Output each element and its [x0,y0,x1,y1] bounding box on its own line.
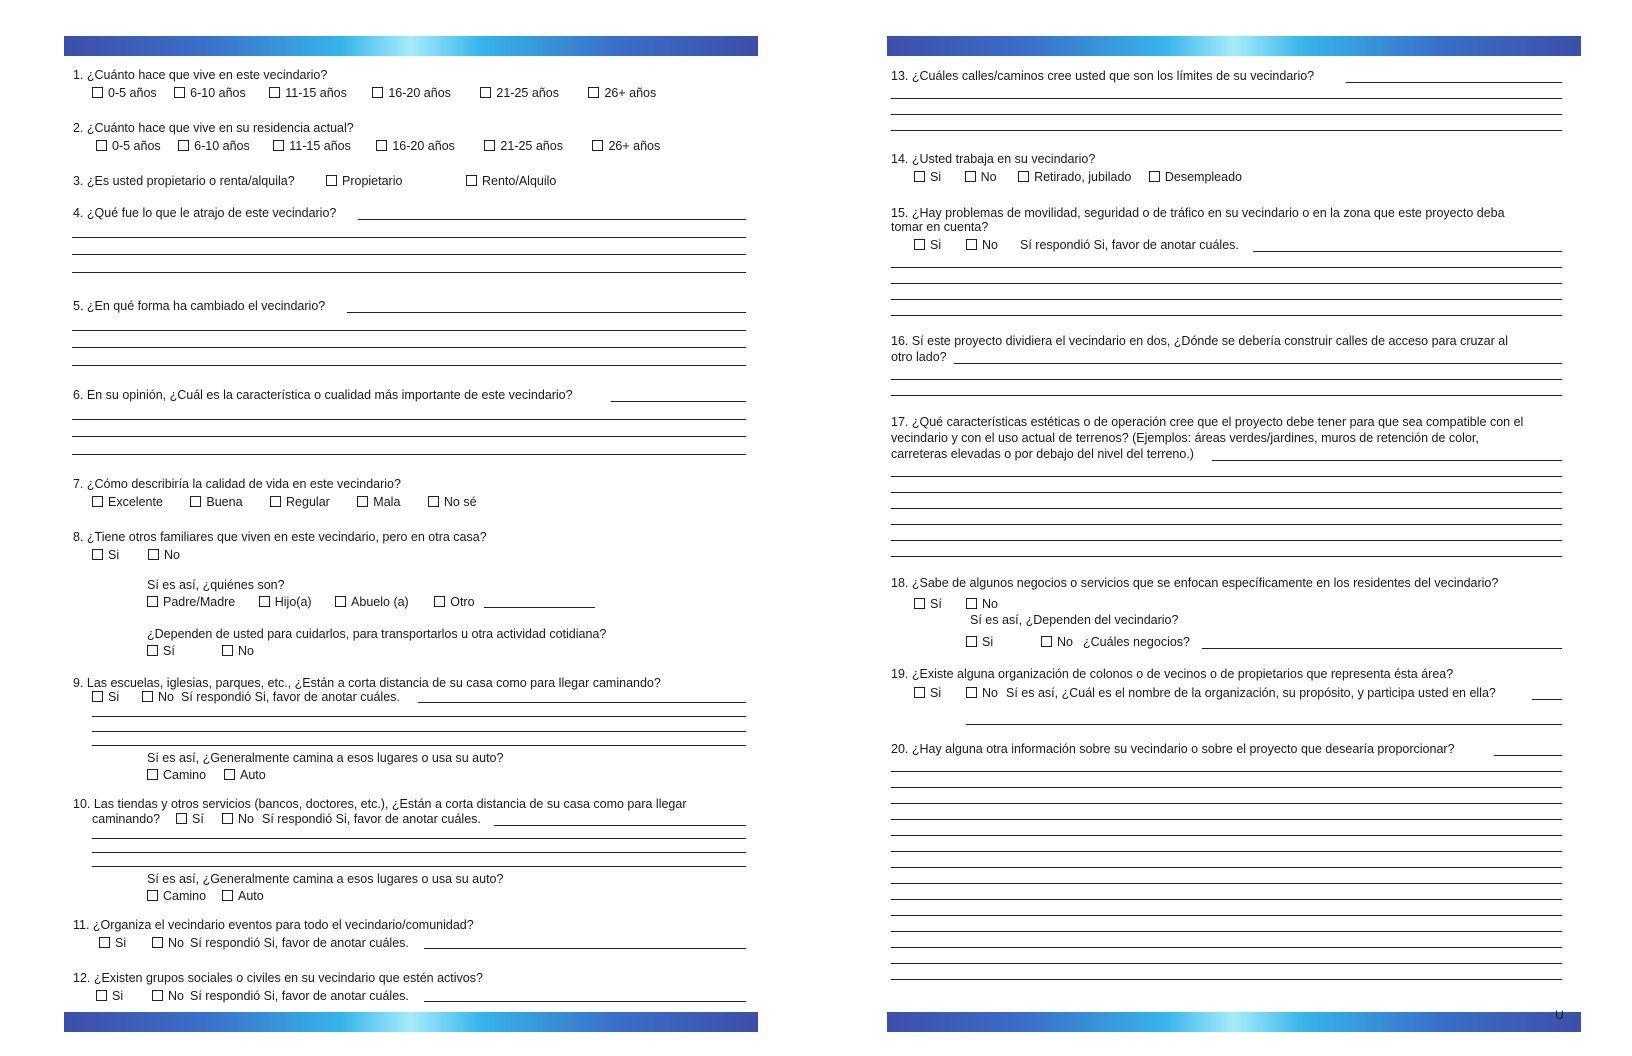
checkbox-icon [273,140,284,151]
q7-option[interactable]: Regular [270,495,330,510]
q18-sub-option[interactable]: No [1041,635,1073,650]
q7-option[interactable]: Excelente [92,495,163,510]
answer-line[interactable] [891,114,1562,115]
question-2: 2. ¿Cuánto hace que vive en su residencia actual? [73,121,354,135]
q1-option[interactable]: 11-15 años [269,86,347,101]
checkbox-icon [484,140,495,151]
q8-sub1-option[interactable]: Otro [434,595,474,610]
question-17-cont-1: vecindario y con el uso actual de terrenos? (Ejemplos: áreas verdes/jardines, muros de retención de color, [891,431,1479,445]
q8-sub1-option[interactable]: Abuelo (a) [335,595,409,610]
q8-sub2-option[interactable]: No [222,644,254,659]
checkbox-icon [965,171,976,182]
footer-band-right [887,1012,1581,1032]
checkbox-icon [96,140,107,151]
answer-line[interactable] [72,419,746,420]
answer-line[interactable] [1253,251,1562,252]
answer-line[interactable] [72,254,746,255]
question-5: 5. ¿En qué forma ha cambiado el vecindario? [73,299,326,313]
answer-line[interactable] [891,299,1562,300]
answer-line[interactable] [891,540,1562,541]
answer-line[interactable] [954,363,1562,364]
header-band-left [64,36,758,56]
answer-line[interactable] [966,724,1562,725]
q2-option[interactable]: 26+ años [592,139,660,154]
question-3: 3. ¿Es usted propietario o renta/alquila? [73,174,295,188]
answer-line[interactable] [611,401,746,402]
q10-note: Sí respondió Si, favor de anotar cuáles. [262,812,481,826]
q10-option[interactable]: No [222,812,254,827]
q14-option[interactable]: Desempleado [1149,170,1242,185]
question-6: 6. En su opinión, ¿Cuál es la característica o cualidad más importante de este vecindario? [73,388,573,402]
q18-sub-option[interactable]: Si [966,635,993,650]
answer-line[interactable] [891,979,1562,980]
q18-option[interactable]: Sí [914,597,942,612]
q3-option[interactable]: Rento/Alquilo [466,174,556,189]
answer-line[interactable] [891,787,1562,788]
checkbox-icon [190,496,201,507]
answer-line[interactable] [891,899,1562,900]
answer-line[interactable] [72,347,746,348]
q7-options [92,495,499,510]
checkbox-icon [428,496,439,507]
header-band-right [887,36,1581,56]
q8-sub1-option[interactable]: Hijo(a) [259,595,312,610]
checkbox-icon [92,691,103,702]
q2-option[interactable]: 0-5 años [96,139,161,154]
answer-line[interactable] [1212,460,1562,461]
q14-option[interactable]: Retirado, jubilado [1018,170,1131,185]
answer-line[interactable] [891,867,1562,868]
answer-line[interactable] [92,716,746,717]
answer-line[interactable] [891,379,1562,380]
checkbox-icon [222,645,233,656]
answer-line[interactable] [891,556,1562,557]
q15-note: Sí respondió Si, favor de anotar cuáles. [1020,238,1239,252]
checkbox-icon [92,87,103,98]
q9-option[interactable]: Si [92,690,119,705]
question-17-cont-2: carreteras elevadas o por debajo del nivel del terreno.) [891,447,1194,461]
answer-line[interactable] [494,825,746,826]
question-12: 12. ¿Existen grupos sociales o civiles en su vecindario que estén activos? [73,971,483,985]
q1-option[interactable]: 26+ años [588,86,656,101]
checkbox-icon [96,990,107,1001]
answer-line[interactable] [424,948,746,949]
checkbox-icon [224,769,235,780]
checkbox-icon [1018,171,1029,182]
answer-line[interactable] [891,931,1562,932]
q19-option[interactable]: Si [914,686,941,701]
q10-option[interactable]: Sí [176,812,204,827]
checkbox-icon [1041,636,1052,647]
checkbox-icon [966,687,977,698]
checkbox-icon [269,87,280,98]
question-15-cont: tomar en cuenta? [891,220,989,234]
answer-line[interactable] [72,454,746,455]
answer-line[interactable] [891,819,1562,820]
q18-sub-question: Sí es así, ¿Dependen del vecindario? [970,613,1179,627]
checkbox-icon [222,890,233,901]
answer-line[interactable] [891,963,1562,964]
question-19: 19. ¿Existe alguna organización de colonos o de vecinos o de propietarios que representa ésta área? [891,667,1454,681]
question-1: 1. ¿Cuánto hace que vive en este vecindario? [73,68,328,82]
checkbox-icon [92,549,103,560]
question-16: 16. Sí este proyecto dividiera el vecindario en dos, ¿Dónde se debería construir calles de acceso para cruzar al [891,334,1508,348]
answer-line[interactable] [891,835,1562,836]
question-11: 11. ¿Organiza el vecindario eventos para todo el vecindario/comunidad? [73,918,474,932]
checkbox-icon [376,140,387,151]
checkbox-icon [147,645,158,656]
checkbox-icon [1149,171,1160,182]
answer-line[interactable] [72,365,746,366]
q7-option[interactable]: No sé [428,495,477,510]
answer-line[interactable] [72,237,746,238]
checkbox-icon [357,496,368,507]
checkbox-icon [152,990,163,1001]
checkbox-icon [176,813,187,824]
answer-line[interactable] [891,283,1562,284]
q10-sub-question: Sí es así, ¿Generalmente camina a esos lugares o usa su auto? [147,872,504,886]
checkbox-icon [966,636,977,647]
question-15: 15. ¿Hay problemas de movilidad, seguridad o de tráfico en su vecindario o en la zona que este proyecto deba [891,206,1505,220]
q18-option[interactable]: No [966,597,998,612]
question-18: 18. ¿Sabe de algunos negocios o servicios que se enfocan específicamente en los residentes del vecindario? [891,576,1499,590]
checkbox-icon [592,140,603,151]
q2-option[interactable]: 11-15 años [273,139,351,154]
checkbox-icon [99,937,110,948]
checkbox-icon [259,596,270,607]
answer-line[interactable] [891,508,1562,509]
q11-option[interactable]: Si [99,936,126,951]
footer-band-left [64,1012,758,1032]
q10-sub-option[interactable]: Camino [147,889,206,904]
answer-line[interactable] [891,395,1562,396]
checkbox-icon [335,596,346,607]
answer-line[interactable] [72,436,746,437]
answer-line[interactable] [891,883,1562,884]
answer-line[interactable] [347,312,746,313]
answer-line[interactable] [891,267,1562,268]
answer-line[interactable] [1532,699,1562,700]
checkbox-icon [434,596,445,607]
question-8: 8. ¿Tiene otros familiares que viven en este vecindario, pero en otra casa? [73,530,487,544]
q19-option[interactable]: No [966,686,998,701]
q14-option[interactable]: Si [914,170,941,185]
q2-option[interactable]: 6-10 años [178,139,250,154]
answer-line[interactable] [891,476,1562,477]
answer-line[interactable] [72,330,746,331]
q8-option[interactable]: Si [92,548,119,563]
answer-line[interactable] [891,803,1562,804]
checkbox-icon [148,549,159,560]
answer-line[interactable] [891,492,1562,493]
answer-line[interactable] [891,947,1562,948]
q18-sub-note: ¿Cuáles negocios? [1083,635,1191,649]
q8-sub1-options [147,595,481,610]
checkbox-icon [914,687,925,698]
answer-line[interactable] [358,219,746,220]
answer-line[interactable] [92,731,746,732]
question-10: 10. Las tiendas y otros servicios (bancos, doctores, etc.), ¿Están a corta distancia de su casa como para llegar [73,797,687,811]
answer-line[interactable] [891,130,1562,131]
question-4: 4. ¿Qué fue lo que le atrajo de este vecindario? [73,206,337,220]
q11-option[interactable]: No [152,936,184,951]
checkbox-icon [914,598,925,609]
q8-sub2-option[interactable]: Sí [147,644,175,659]
answer-line[interactable] [891,915,1562,916]
q1-option[interactable]: 16-20 años [372,86,451,101]
answer-line[interactable] [891,771,1562,772]
checkbox-icon [914,239,925,250]
answer-line[interactable] [891,315,1562,316]
q2-option[interactable]: 16-20 años [376,139,455,154]
checkbox-icon [914,171,925,182]
q3-option[interactable]: Propietario [326,174,402,189]
checkbox-icon [966,598,977,609]
q8-sub-question-2: ¿Dependen de usted para cuidarlos, para transportarlos u otra actividad cotidiana? [147,627,607,641]
q1-option[interactable]: 21-25 años [480,86,559,101]
checkbox-icon [142,691,153,702]
answer-line[interactable] [92,866,746,867]
page-number: U [1555,1008,1564,1022]
q14-option[interactable]: No [965,170,997,185]
answer-line[interactable] [891,851,1562,852]
q1-option[interactable]: 0-5 años [92,86,157,101]
question-10-cont: caminando? [92,812,161,826]
checkbox-icon [222,813,233,824]
q7-option[interactable]: Mala [357,495,400,510]
checkbox-icon [147,769,158,780]
answer-line[interactable] [1494,755,1562,756]
q2-options [96,139,682,154]
q12-option[interactable]: Si [96,989,123,1004]
answer-line[interactable] [891,524,1562,525]
checkbox-icon [147,890,158,901]
question-13: 13. ¿Cuáles calles/caminos cree usted que son los límites de su vecindario? [891,69,1315,83]
q12-note: Sí respondió Si, favor de anotar cuáles. [190,989,409,1003]
checkbox-icon [174,87,185,98]
checkbox-icon [466,175,477,186]
answer-line[interactable] [92,745,746,746]
answer-line[interactable] [72,272,746,273]
q11-note: Sí respondió Si, favor de anotar cuáles. [190,936,409,950]
q9-sub-option[interactable]: Camino [147,768,206,783]
question-7: 7. ¿Cómo describiría la calidad de vida en este vecindario? [73,477,401,491]
question-14: 14. ¿Usted trabaja en su vecindario? [891,152,1096,166]
answer-line[interactable] [424,1001,746,1002]
q12-option[interactable]: No [152,989,184,1004]
q19-note: Sí es así, ¿Cuál es el nombre de la organización, su propósito, y participa usted en ella? [1006,686,1496,700]
checkbox-icon [152,937,163,948]
q1-option[interactable]: 6-10 años [174,86,246,101]
q9-sub-question: Sí es así, ¿Generalmente camina a esos lugares o usa su auto? [147,751,504,765]
q10-sub-option[interactable]: Auto [222,889,264,904]
q15-option[interactable]: Si [914,238,941,253]
q7-option[interactable]: Buena [190,495,242,510]
q8-sub-question-1: Sí es así, ¿quiénes son? [147,578,285,592]
answer-line[interactable] [891,98,1562,99]
q8-option[interactable]: No [148,548,180,563]
checkbox-icon [270,496,281,507]
q1-options [92,86,678,101]
checkbox-icon [178,140,189,151]
question-20: 20. ¿Hay alguna otra información sobre su vecindario o sobre el proyecto que desearía proporcionar? [891,742,1455,756]
answer-line[interactable] [1346,82,1562,83]
answer-line[interactable] [418,702,746,703]
checkbox-icon [326,175,337,186]
checkbox-icon [480,87,491,98]
answer-line[interactable] [1202,648,1562,649]
q2-option[interactable]: 21-25 años [484,139,563,154]
checkbox-icon [147,596,158,607]
q9-option[interactable]: No [142,690,174,705]
q9-note: Sí respondió Si, favor de anotar cuáles. [181,690,400,704]
answer-line[interactable] [92,852,746,853]
question-9: 9. Las escuelas, iglesias, parques, etc., ¿Están a corta distancia de su casa como para llegar caminando? [73,676,661,690]
q9-sub-option[interactable]: Auto [224,768,266,783]
checkbox-icon [372,87,383,98]
checkbox-icon [966,239,977,250]
question-17: 17. ¿Qué características estéticas o de operación cree que el proyecto debe tener para que sea compatible con el [891,415,1524,429]
checkbox-icon [92,496,103,507]
q8-sub1-option[interactable]: Padre/Madre [147,595,235,610]
answer-line[interactable] [92,838,746,839]
answer-line[interactable] [484,607,595,608]
q15-option[interactable]: No [966,238,998,253]
question-16-cont: otro lado? [891,350,947,364]
checkbox-icon [588,87,599,98]
q14-options [914,170,1264,185]
